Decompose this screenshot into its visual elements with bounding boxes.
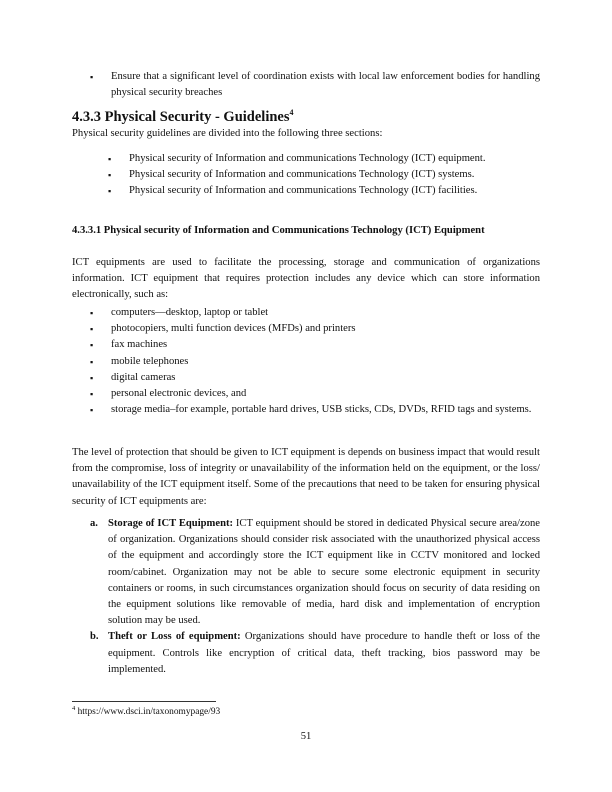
- list-item: ▪ photocopiers, multi function devices (MFDs) and printers: [90, 321, 540, 337]
- list-item: ▪ Ensure that a significant level of coordination exists with local law enforcement bodies for handling physical security breaches: [90, 69, 540, 101]
- list-marker: a.: [90, 518, 98, 529]
- footnote-divider: [72, 701, 216, 702]
- list-item: ▪ mobile telephones: [90, 354, 540, 370]
- footnote: [72, 706, 540, 718]
- subsection-heading: 4.3.3.1 Physical security of Information and Communications Technology (ICT) Equipment: [72, 225, 485, 236]
- list-item: ▪ personal electronic devices, and: [90, 386, 540, 402]
- precaution-title: Theft or Loss of equipment:: [108, 631, 241, 643]
- list-item: ▪ digital cameras: [90, 370, 540, 386]
- precaution-text: Organizations should have procedure to handle theft or loss of the equipment. Controls like encryption of critical data, theft tracking, bios password may be implemented.: [108, 631, 540, 675]
- list-item: ▪ computers—desktop, laptop or tablet: [90, 305, 540, 321]
- footnote-text: https://www.dsci.in/taxonomypage/93: [75, 707, 221, 717]
- precaution-item: [90, 629, 540, 678]
- footnote-number: 4: [72, 704, 76, 712]
- section-heading: [72, 108, 294, 126]
- footnote-reference: 4: [289, 108, 294, 118]
- precaution-item: [90, 516, 540, 629]
- list-item: ▪ Physical security of Information and communications Technology (ICT) systems.: [108, 167, 540, 183]
- list-item: ▪ Physical security of Information and communications Technology (ICT) equipment.: [108, 151, 540, 167]
- list-item: ▪ storage media–for example, portable hard drives, USB sticks, CDs, DVDs, RFID tags and systems.: [90, 402, 540, 418]
- top-bullet-list: [90, 69, 540, 101]
- device-list: [90, 305, 540, 418]
- section-bullet-list: [108, 151, 540, 200]
- list-marker: b.: [90, 631, 99, 643]
- section-intro: Physical security guidelines are divided into the following three sections:: [72, 128, 383, 139]
- precaution-text: ICT equipment should be stored in dedicated Physical secure area/zone of organization. Organizations should consider risk associated with the unauthorized physical access of the equipment and accordingly store the ICT equipment like in CCTV monitored and locked room/cabinet. Organization may not be able to secure some electronic equipment in security containers or rooms, in such circumstances organization should focus on security of data residing on the equipment solutions like removable of media, hard disk and implementation of encryption solution may be used.: [108, 518, 540, 627]
- section-heading-text: 4.3.3 Physical Security - Guidelines: [72, 109, 290, 125]
- list-item: ▪ fax machines: [90, 337, 540, 353]
- page-number: 51: [300, 731, 312, 742]
- list-item: ▪ Physical security of Information and communications Technology (ICT) facilities.: [108, 183, 540, 199]
- subsection-intro: ICT equipments are used to facilitate the processing, storage and communication of organizations information. ICT equipment that requires protection includes any device which can store information electronically, such as:: [72, 257, 540, 301]
- precaution-title: Storage of ICT Equipment:: [108, 518, 234, 529]
- body-paragraph: The level of protection that should be given to ICT equipment is depends on business impact that would result from the compromise, loss of integrity or unavailability of the information held on the equipment, or the loss/ unavailability of the ICT equipment itself. Some of the precautions that need to be taken for ensuring physical security of ICT equipments are:: [72, 447, 540, 507]
- precautions-list: [90, 516, 540, 678]
